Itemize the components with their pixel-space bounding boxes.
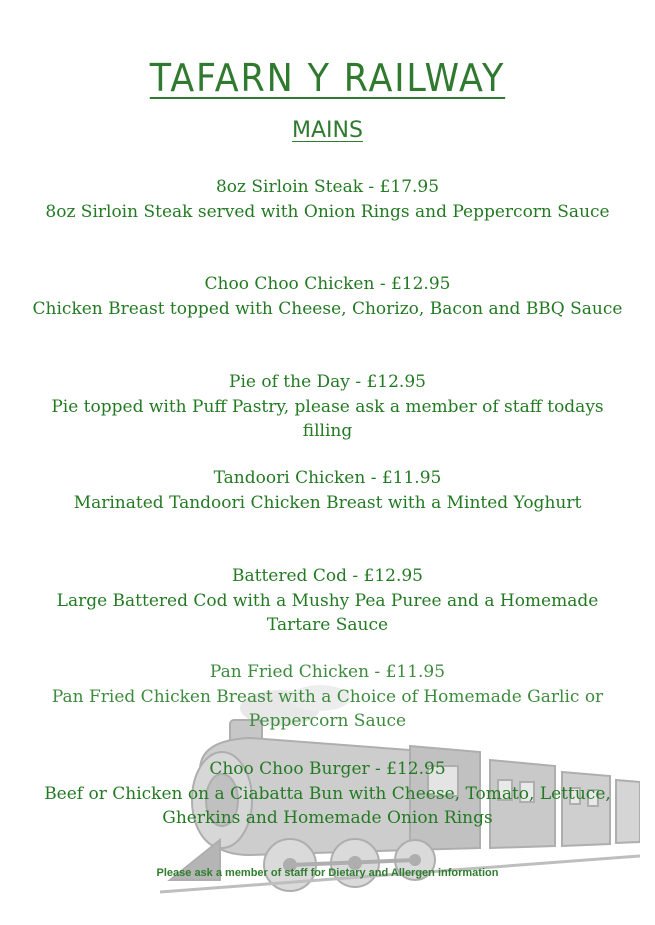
menu-item-description: Chicken Breast topped with Cheese, Chorizo, Bacon and BBQ Sauce	[32, 298, 623, 319]
menu-item-name: Choo Choo Chicken - £12.95	[204, 274, 451, 294]
menu-item-name: Tandoori Chicken - £11.95	[213, 468, 442, 488]
menu-item-description: Pan Fried Chicken Breast with a Choice of Homemade Garlic or Peppercorn Sauce	[51, 686, 604, 731]
menu-item	[30, 272, 625, 321]
menu-item-description: Pie topped with Puff Pastry, please ask a member of staff todays filling	[51, 396, 604, 441]
menu-item	[30, 564, 625, 638]
menu-item-name: 8oz Sirloin Steak - £17.95	[215, 177, 440, 197]
menu-item-name: Battered Cod - £12.95	[232, 566, 423, 586]
menu-item-description: 8oz Sirloin Steak served with Onion Rings and Peppercorn Sauce	[45, 201, 610, 222]
menu-item	[30, 466, 625, 515]
restaurant-title: TAFARN Y RAILWAY	[149, 56, 506, 100]
menu-item	[30, 370, 625, 444]
menu-item-description: Marinated Tandoori Chicken Breast with a Minted Yoghurt	[73, 492, 582, 513]
menu-item-name: Choo Choo Burger - £12.95	[209, 759, 446, 779]
menu-item	[30, 175, 625, 224]
menu-item	[30, 660, 625, 734]
menu-item	[30, 757, 625, 831]
allergen-note: Please ask a member of staff for Dietary and Allergen information	[156, 867, 499, 879]
menu-item-description: Large Battered Cod with a Mushy Pea Puree and a Homemade Tartare Sauce	[56, 590, 599, 635]
section-heading: MAINS	[292, 118, 363, 143]
menu-item-name: Pie of the Day - £12.95	[229, 372, 426, 392]
menu-item-description: Beef or Chicken on a Ciabatta Bun with Cheese, Tomato, Lettuce, Gherkins and Homemade Onion Rings	[44, 783, 611, 828]
menu-item-name: Pan Fried Chicken - £11.95	[209, 662, 446, 682]
